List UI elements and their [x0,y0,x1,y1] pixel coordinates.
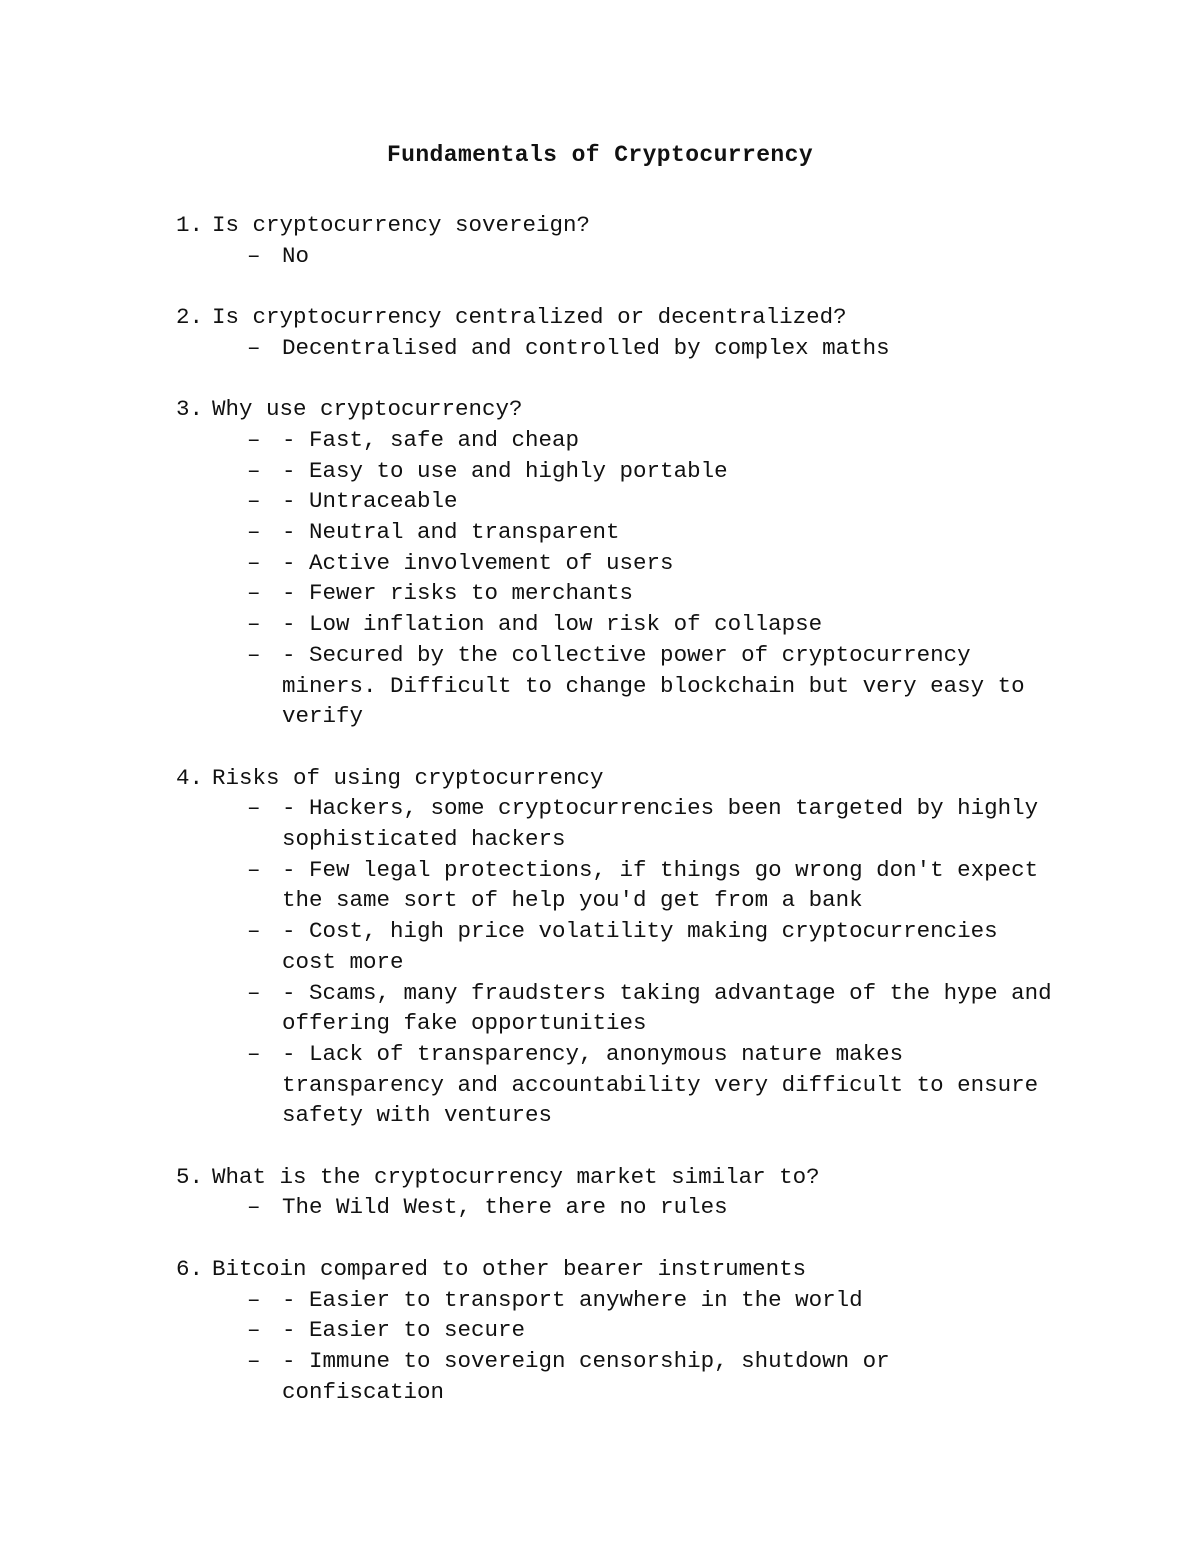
question-number: 4. [176,764,204,791]
answer-item [176,548,1056,579]
answer-item [176,517,1056,548]
answer-item [176,333,1056,364]
question-text: Is cryptocurrency centralized or decentralized? [212,304,847,331]
question-text: Is cryptocurrency sovereign? [212,212,591,238]
bullet-dash: – [247,242,261,269]
answer-text: - Easier to secure [282,1317,526,1344]
bullet-dash: – [247,457,261,484]
answer-item [176,241,1056,272]
answer-text: - Easy to use and highly portable [282,457,728,484]
bullet-dash: – [247,979,261,1006]
answer-item [176,456,1056,487]
bullet-dash: – [247,1347,261,1374]
bullet-dash: – [247,580,261,607]
bullet-dash: – [247,795,261,822]
answer-item [176,1039,1056,1131]
question-number: 3. [176,396,204,423]
question-number: 1. [176,212,204,238]
answer-item [176,1285,1056,1316]
bullet-dash: – [247,1194,261,1221]
bullet-dash: – [247,918,261,945]
question-item [176,1162,1056,1223]
bullet-dash: – [247,856,261,883]
answer-text: - Scams, many fraudsters taking advantage of the hype and offering fake opportunities [282,979,1066,1037]
question-text: Bitcoin compared to other bearer instruments [212,1255,807,1282]
question-item [176,763,1066,1131]
answer-item [176,855,1056,916]
answer-item [176,425,1056,456]
answer-text: - Secured by the collective power of cryptocurrency miners. Difficult to change blockchain but very easy to verify [282,641,1039,730]
answer-item [176,793,1056,854]
answer-text: No [282,242,310,269]
question-text: Why use cryptocurrency? [212,396,523,423]
question-item [176,394,1056,732]
answer-item [176,1346,1056,1407]
answer-item [176,486,1056,517]
answer-item [176,978,1066,1039]
bullet-dash: – [247,426,261,453]
answer-text: Decentralised and controlled by complex maths [282,334,890,361]
answer-item [176,1315,1056,1346]
question-text: Risks of using cryptocurrency [212,764,604,791]
question-item [176,210,1056,271]
question-number: 5. [176,1163,204,1190]
bullet-dash: – [247,519,261,545]
answer-text: - Active involvement of users [282,549,674,576]
bullet-dash: – [247,611,261,638]
bullet-dash: – [247,334,261,361]
answer-item [176,578,1056,609]
answer-text: - Easier to transport anywhere in the world [282,1286,863,1313]
answer-item [176,916,1056,977]
answer-text: - Lack of transparency, anonymous nature makes transparency and accountability very difficult to ensure safety with ventures [282,1040,1052,1129]
answer-item [176,1192,1056,1223]
answer-text: - Few legal protections, if things go wrong don't expect the same sort of help you'd get from a bank [282,856,1052,914]
bullet-dash: – [247,488,261,515]
question-number: 2. [176,304,204,331]
answer-text: - Fast, safe and cheap [282,426,580,453]
question-text: What is the cryptocurrency market similar to? [212,1163,820,1190]
answer-text: - Low inflation and low risk of collapse [282,611,823,638]
answer-text: - Cost, high price volatility making cryptocurrencies cost more [282,918,1012,975]
bullet-dash: – [247,1040,261,1067]
answer-item [176,640,1056,732]
question-item [176,1254,1056,1408]
document-title: Fundamentals of Cryptocurrency [386,142,814,168]
bullet-dash: – [247,1286,261,1313]
answer-text: The Wild West, there are no rules [282,1194,728,1221]
question-number: 6. [176,1255,204,1282]
question-list [176,210,1066,1438]
answer-text: - Neutral and transparent [282,519,620,545]
bullet-dash: – [247,1317,261,1344]
question-item [176,302,1056,363]
answer-text: - Fewer risks to merchants [282,580,634,607]
answer-text: - Immune to sovereign censorship, shutdown or confiscation [282,1347,904,1405]
bullet-dash: – [247,549,261,576]
bullet-dash: – [247,641,261,668]
answer-item [176,609,1056,640]
answer-text: - Untraceable [282,488,458,515]
answer-text: - Hackers, some cryptocurrencies been targeted by highly sophisticated hackers [282,795,1052,853]
